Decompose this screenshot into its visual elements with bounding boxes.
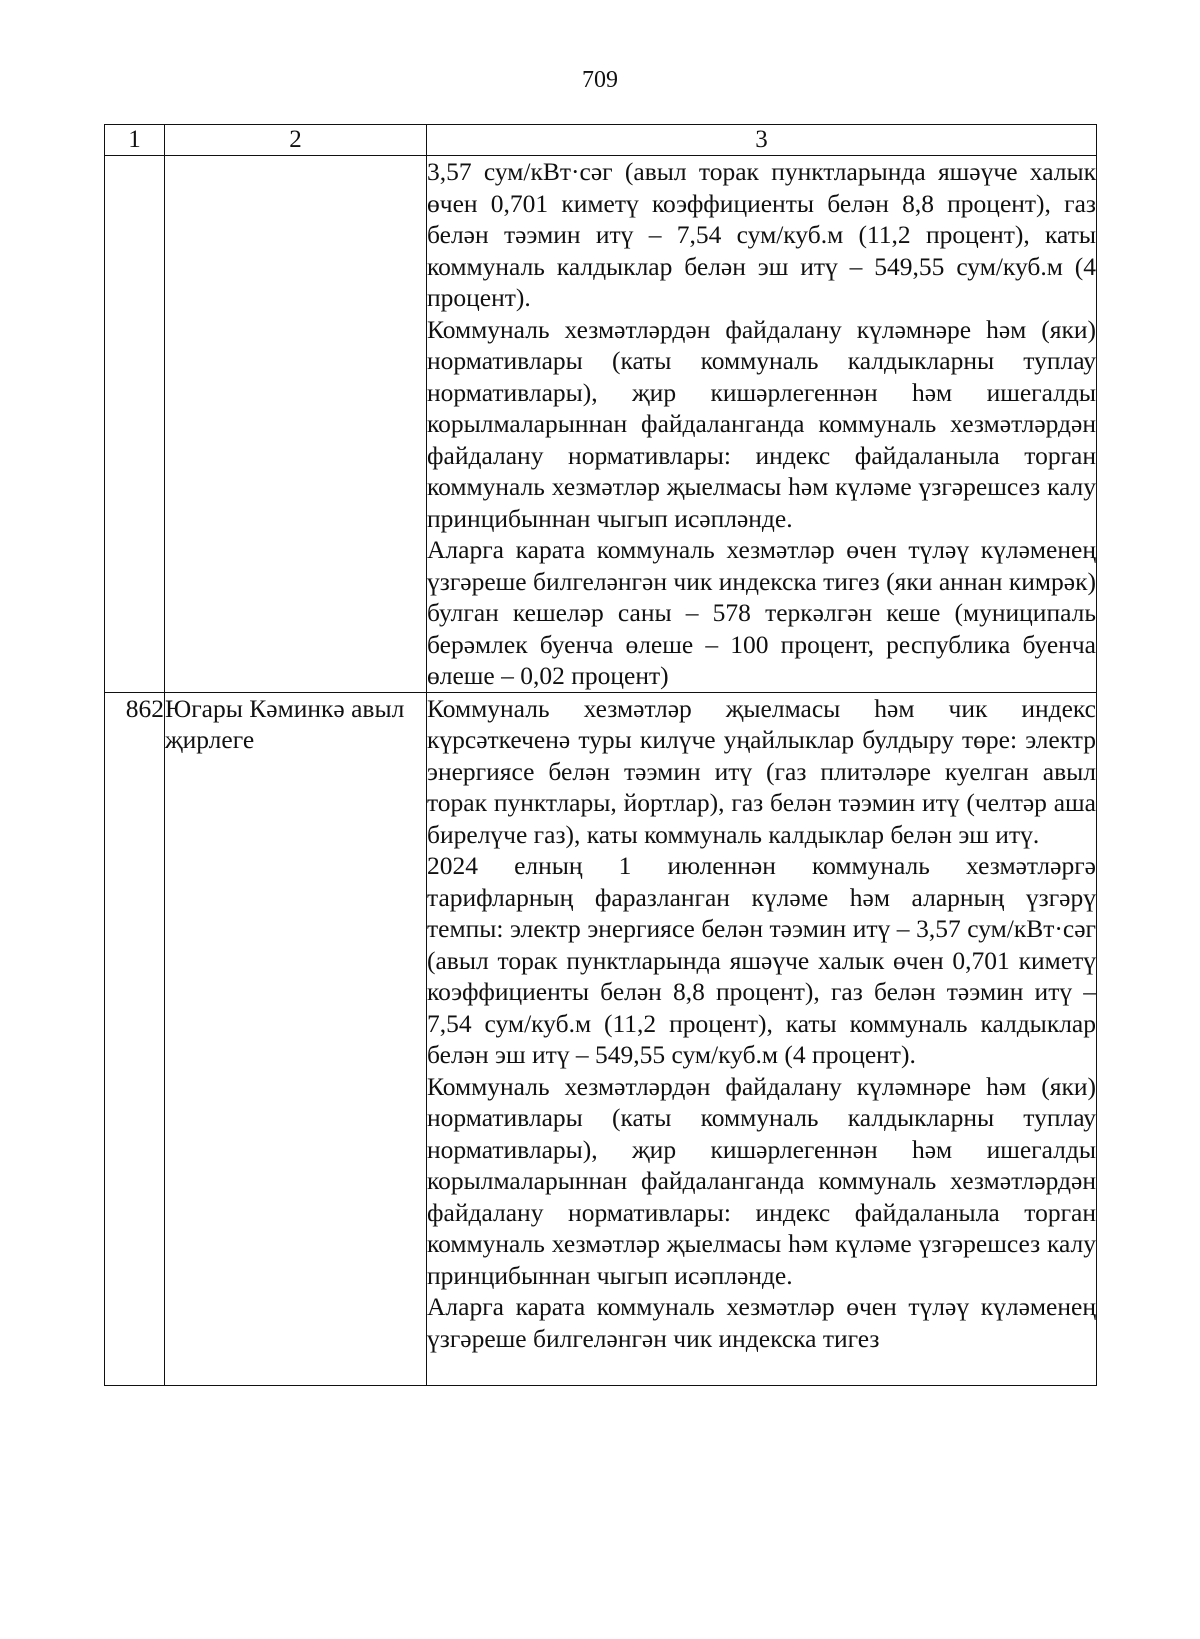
description-paragraph: Аларга карата коммуналь хезмәтләр өчен түләү күләменең үзгәреше билгеләнгән чик индекска тигез [427, 1292, 1096, 1353]
description-paragraph: Коммуналь хезмәтләр җыелмасы һәм чик индекс күрсәткеченә туры килүче уңайлыклар булдыру төре: электр энергиясе белән тәэмин итү (газ плитәләре куелган авыл торак пунктлары, йортлар), газ белән тәэмин итү (челтәр аша бирелүче газ), каты коммуналь калдыклар белән эш итү. [427, 693, 1096, 849]
data-table [104, 124, 1097, 1386]
settlement-name [165, 156, 427, 693]
description-paragraph: Коммуналь хезмәтләрдән файдалану күләмнәре һәм (яки) нормативлары (каты коммуналь калдыкларны туплау нормативлары), җир кишәрлегеннән һәм ишегалды корылмаларыннан файдаланганда коммуналь хезмәтләрдән файдалану нормативлары: индекс файдаланыла торган коммуналь хезмәтләр җыелмасы һәм күләме үзгәрешсез калу принцибыннан чыгып исәпләнде. [427, 314, 1096, 533]
page-number: 709 [582, 67, 618, 93]
row-number: 862 [105, 692, 165, 1385]
column-header-3: 3 [427, 125, 1097, 156]
row-description [427, 156, 1097, 693]
table-row [105, 692, 1097, 1385]
table-row [105, 156, 1097, 693]
description-paragraph: 3,57 сум/кВт·сәг (авыл торак пунктларында яшәүче халык өчен 0,701 киметү коэффициенты белән 8,8 процент), газ белән тәэмин итү – 7,54 сум/куб.м (11,2 процент), каты коммуналь калдыклар белән эш итү – 549,55 сум/куб.м (4 процент). [427, 157, 1096, 312]
table-header-row [105, 125, 1097, 156]
description-paragraph: Коммуналь хезмәтләрдән файдалану күләмнәре һәм (яки) нормативлары (каты коммуналь калдыкларны туплау нормативлары), җир кишәрлегеннән һәм ишегалды корылмаларыннан файдаланганда коммуналь хезмәтләрдән файдалану нормативлары: индекс файдаланыла торган коммуналь хезмәтләр җыелмасы һәм күләме үзгәрешсез калу принцибыннан чыгып исәпләнде. [427, 1071, 1096, 1290]
row-number [105, 156, 165, 693]
settlement-name: Югары Кәминкә авыл җирлеге [165, 692, 427, 1385]
column-header-1: 1 [105, 125, 165, 156]
row-description [427, 692, 1097, 1385]
description-paragraph: Аларга карата коммуналь хезмәтләр өчен түләү күләменең үзгәреше билгеләнгән чик индекска тигез (яки аннан кимрәк) булган кешеләр саны – 578 теркәлгән кеше (муниципаль берәмлек буенча өлеше – 100 процент, республика буенча өлеше – 0,02 процент) [427, 535, 1096, 690]
column-header-2: 2 [165, 125, 427, 156]
description-paragraph: 2024 елның 1 июленнән коммуналь хезмәтләргә тарифларның фаразланган күләме һәм аларның үзгәрү темпы: электр энергиясе белән тәэмин итү – 3,57 сум/кВт·сәг (авыл торак пунктларында яшәүче халык өчен 0,701 киметү коэффициенты белән 8,8 процент), газ белән тәэмин итү – 7,54 сум/куб.м (11,2 процент), каты коммуналь калдыклар белән эш итү – 549,55 сум/куб.м (4 процент). [427, 851, 1096, 1069]
